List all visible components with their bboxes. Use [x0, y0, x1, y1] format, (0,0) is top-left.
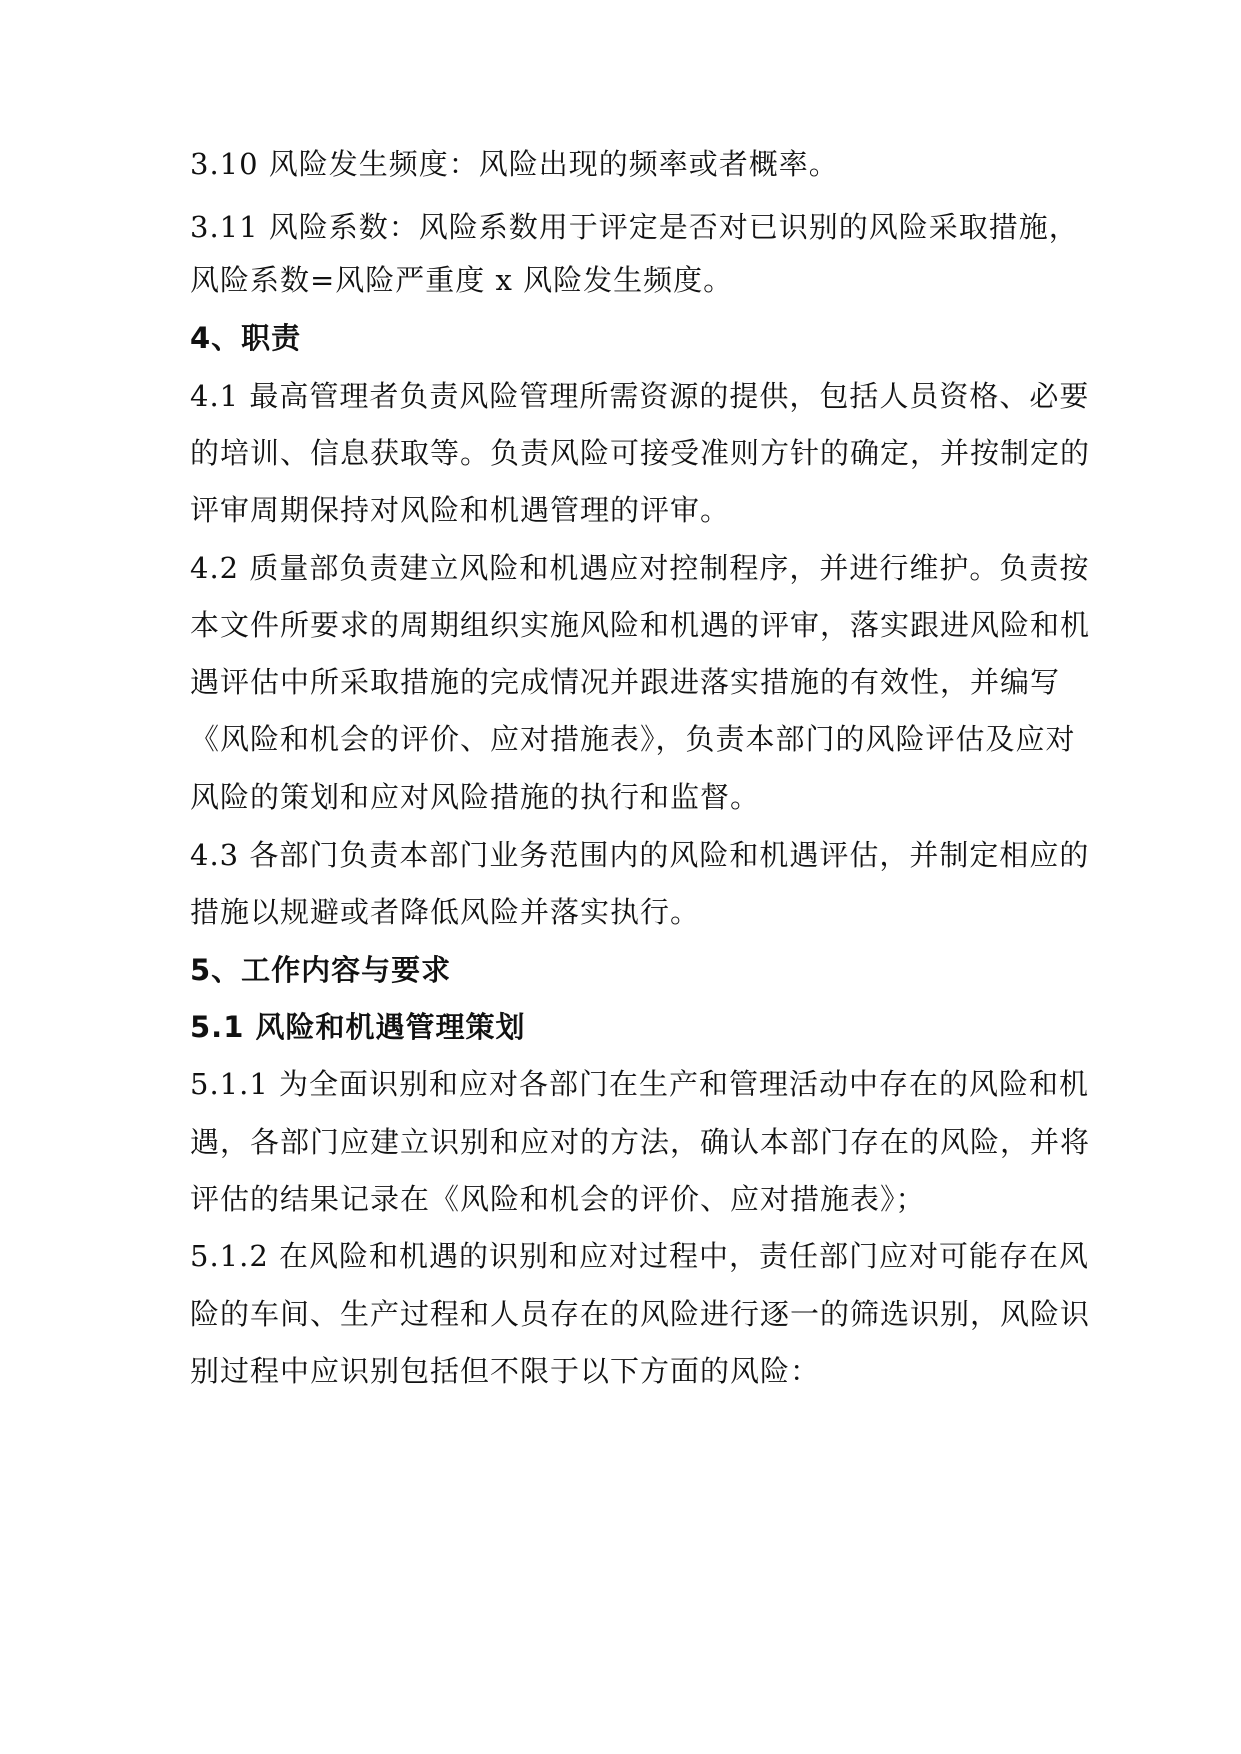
- definition-3-11-line-1: 3.11 风险系数：风险系数用于评定是否对已识别的风险采取措施，: [190, 210, 1079, 244]
- section-4-heading: 4、职责: [190, 321, 302, 355]
- clause-4-2-line-3: 遇评估中所采取措施的完成情况并跟进落实措施的有效性，并编写: [190, 665, 1061, 699]
- clause-4-1-line-1: 4.1 最高管理者负责风险管理所需资源的提供，包括人员资格、必要: [190, 379, 1090, 413]
- section-5-heading: 5、工作内容与要求: [190, 953, 452, 987]
- clause-5-1-2-line-3: 别过程中应识别包括但不限于以下方面的风险：: [190, 1354, 821, 1388]
- clause-5-1-1-line-1: 5.1.1 为全面识别和应对各部门在生产和管理活动中存在的风险和机: [190, 1067, 1090, 1101]
- clause-5-1-2-line-1: 5.1.2 在风险和机遇的识别和应对过程中，责任部门应对可能存在风: [190, 1239, 1090, 1273]
- clause-4-3-line-1: 4.3 各部门负责本部门业务范围内的风险和机遇评估，并制定相应的: [190, 838, 1090, 872]
- clause-4-1-line-3: 评审周期保持对风险和机遇管理的评审。: [190, 493, 731, 527]
- section-5-1-heading: 5.1 风险和机遇管理策划: [190, 1010, 526, 1044]
- definition-3-11-line-2: 风险系数=风险严重度 x 风险发生频度。: [190, 263, 734, 297]
- clause-5-1-2-line-2: 险的车间、生产过程和人员存在的风险进行逐一的筛选识别，风险识: [190, 1297, 1091, 1331]
- clause-4-2-line-5: 风险的策划和应对风险措施的执行和监督。: [190, 780, 761, 814]
- clause-4-1-line-2: 的培训、信息获取等。负责风险可接受准则方针的确定，并按制定的: [190, 436, 1091, 470]
- clause-4-2-line-1: 4.2 质量部负责建立风险和机遇应对控制程序，并进行维护。负责按: [190, 551, 1090, 585]
- clause-4-2-line-2: 本文件所要求的周期组织实施风险和机遇的评审，落实跟进风险和机: [190, 608, 1091, 642]
- clause-5-1-1-line-3: 评估的结果记录在《风险和机会的评价、应对措施表》；: [190, 1182, 926, 1216]
- clause-4-2-line-4: 《风险和机会的评价、应对措施表》，负责本部门的风险评估及应对: [190, 722, 1076, 756]
- clause-4-3-line-2: 措施以规避或者降低风险并落实执行。: [190, 895, 701, 929]
- definition-3-10: 3.10 风险发生频度：风险出现的频率或者概率。: [190, 147, 839, 181]
- clause-5-1-1-line-2: 遇，各部门应建立识别和应对的方法，确认本部门存在的风险，并将: [190, 1125, 1091, 1159]
